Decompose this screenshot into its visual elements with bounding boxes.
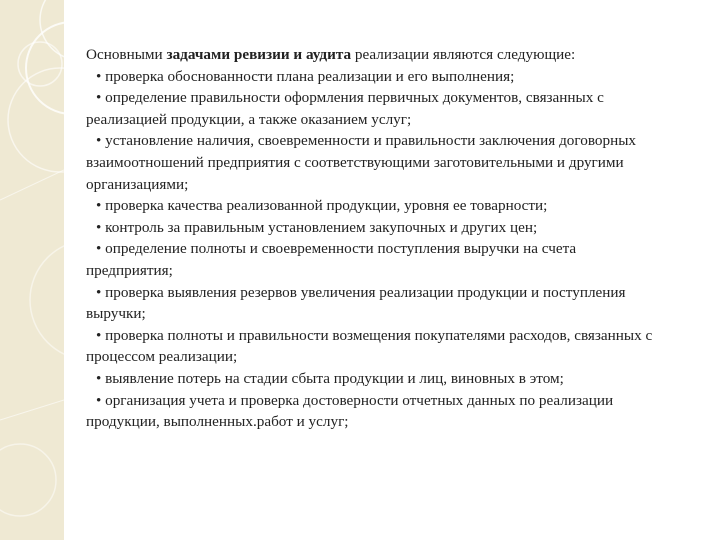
list-item: • контроль за правильным установлением закупочных и других цен; <box>96 218 538 236</box>
decorative-circles <box>0 0 64 540</box>
intro-text-end: реализации являются следующие: <box>351 46 576 63</box>
list-item: • определение правильности оформления первичных документов, связанных с реализацией продукции, а также оказанием услуг; <box>86 89 604 128</box>
intro-paragraph <box>86 44 666 66</box>
list-item: • выявление потерь на стадии сбыта продукции и лиц, виновных в этом; <box>96 369 564 387</box>
list-item: • установление наличия, своевременности и правильности заключения договорных взаимоотношений предприятия с соответствующими заготовительными и другими организациями; <box>86 132 637 193</box>
list-item: • проверка качества реализованной продукции, уровня ее товарности; <box>96 197 548 215</box>
list-item: • организация учета и проверка достоверности отчетных данных по реализации продукции, выполненных.работ и услуг; <box>86 391 614 431</box>
list-item: • проверка полноты и правильности возмещения покупателями расходов, связанных с процессом реализации; <box>86 326 653 366</box>
slide-text-block <box>86 44 666 433</box>
list-item: • определение полноты и своевременности поступления выручки на счета предприятия; <box>86 240 577 279</box>
list-item: • проверка обоснованности плана реализации и его выполнения; <box>96 67 515 85</box>
decorative-side-band <box>0 0 64 540</box>
intro-text-start: Основными <box>86 46 167 63</box>
list-item: • проверка выявления резервов увеличения реализации продукции и поступления выручки; <box>86 283 626 323</box>
intro-text-bold: задачами ревизии и аудита <box>166 46 352 63</box>
